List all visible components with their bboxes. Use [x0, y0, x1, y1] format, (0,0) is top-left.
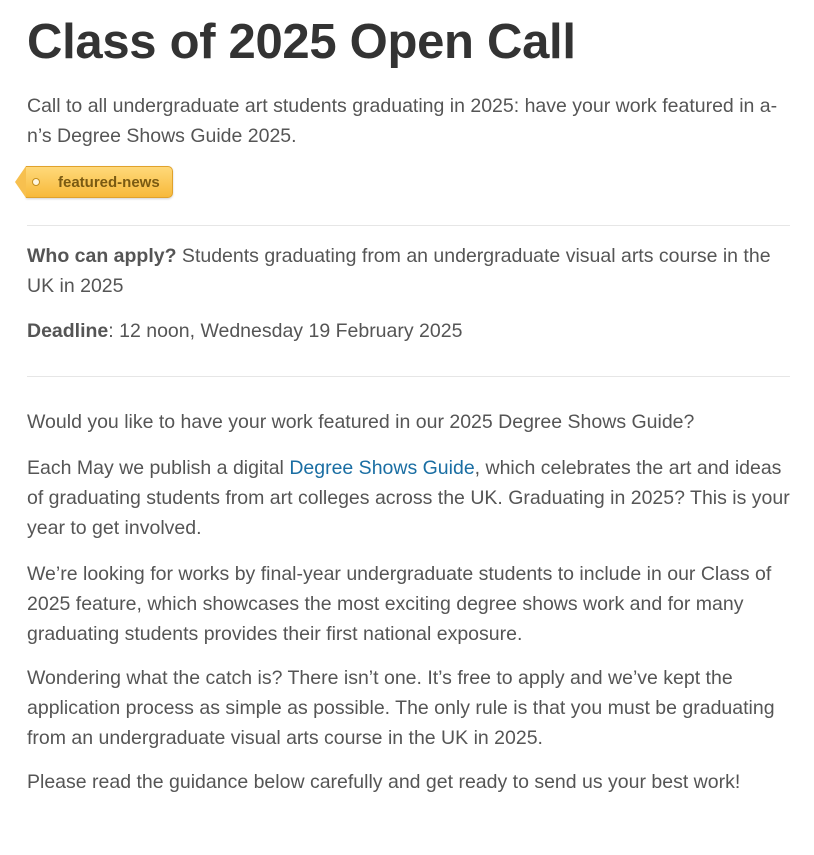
body-paragraph-2-end: , which celebrates the art and ideas of graduating students from art colleges across the UK. Graduating in 2025? This is your year to get involved.: [27, 457, 790, 539]
tag-label-box[interactable]: [26, 166, 173, 198]
divider-top: [27, 225, 790, 226]
who-can-apply-text: Students graduating from an undergraduate visual arts course in the UK in 2025: [27, 245, 771, 297]
degree-shows-guide-link[interactable]: Degree Shows Guide: [289, 457, 475, 479]
deadline: [27, 316, 790, 346]
featured-news-tag[interactable]: [15, 166, 173, 198]
tag-label[interactable]: featured-news: [58, 173, 160, 191]
body-paragraph-2: [27, 453, 790, 543]
standfirst: Call to all undergraduate art students graduating in 2025: have your work featured in a-n’s Degree Shows Guide 2025.: [27, 95, 778, 147]
body-paragraph-1: Would you like to have your work featured in our 2025 Degree Shows Guide?: [27, 411, 695, 433]
deadline-label: Deadline: [27, 320, 109, 342]
body-paragraph-4: Wondering what the catch is? There isn’t one. It’s free to apply and we’ve kept the application process as simple as possible. The only rule is that you must be graduating from an undergraduate visual arts course in the UK in 2025.: [27, 667, 775, 749]
deadline-text: : 12 noon, Wednesday 19 February 2025: [108, 320, 463, 342]
who-can-apply-label: Who can apply?: [27, 245, 177, 267]
who-can-apply: [27, 241, 790, 301]
page-title: Class of 2025 Open Call: [27, 15, 576, 69]
body-paragraph-3: We’re looking for works by final-year undergraduate students to include in our Class of 2025 feature, which showcases the most exciting degree shows work and for many graduating students provides their first national exposure.: [27, 563, 772, 645]
body-paragraph-2-start: Each May we publish a digital: [27, 457, 290, 479]
tag-point-shape: [15, 166, 26, 198]
tag-hole-icon: [32, 178, 40, 186]
body-paragraph-5: Please read the guidance below carefully and get ready to send us your best work!: [27, 771, 741, 793]
divider-bottom: [27, 376, 790, 377]
